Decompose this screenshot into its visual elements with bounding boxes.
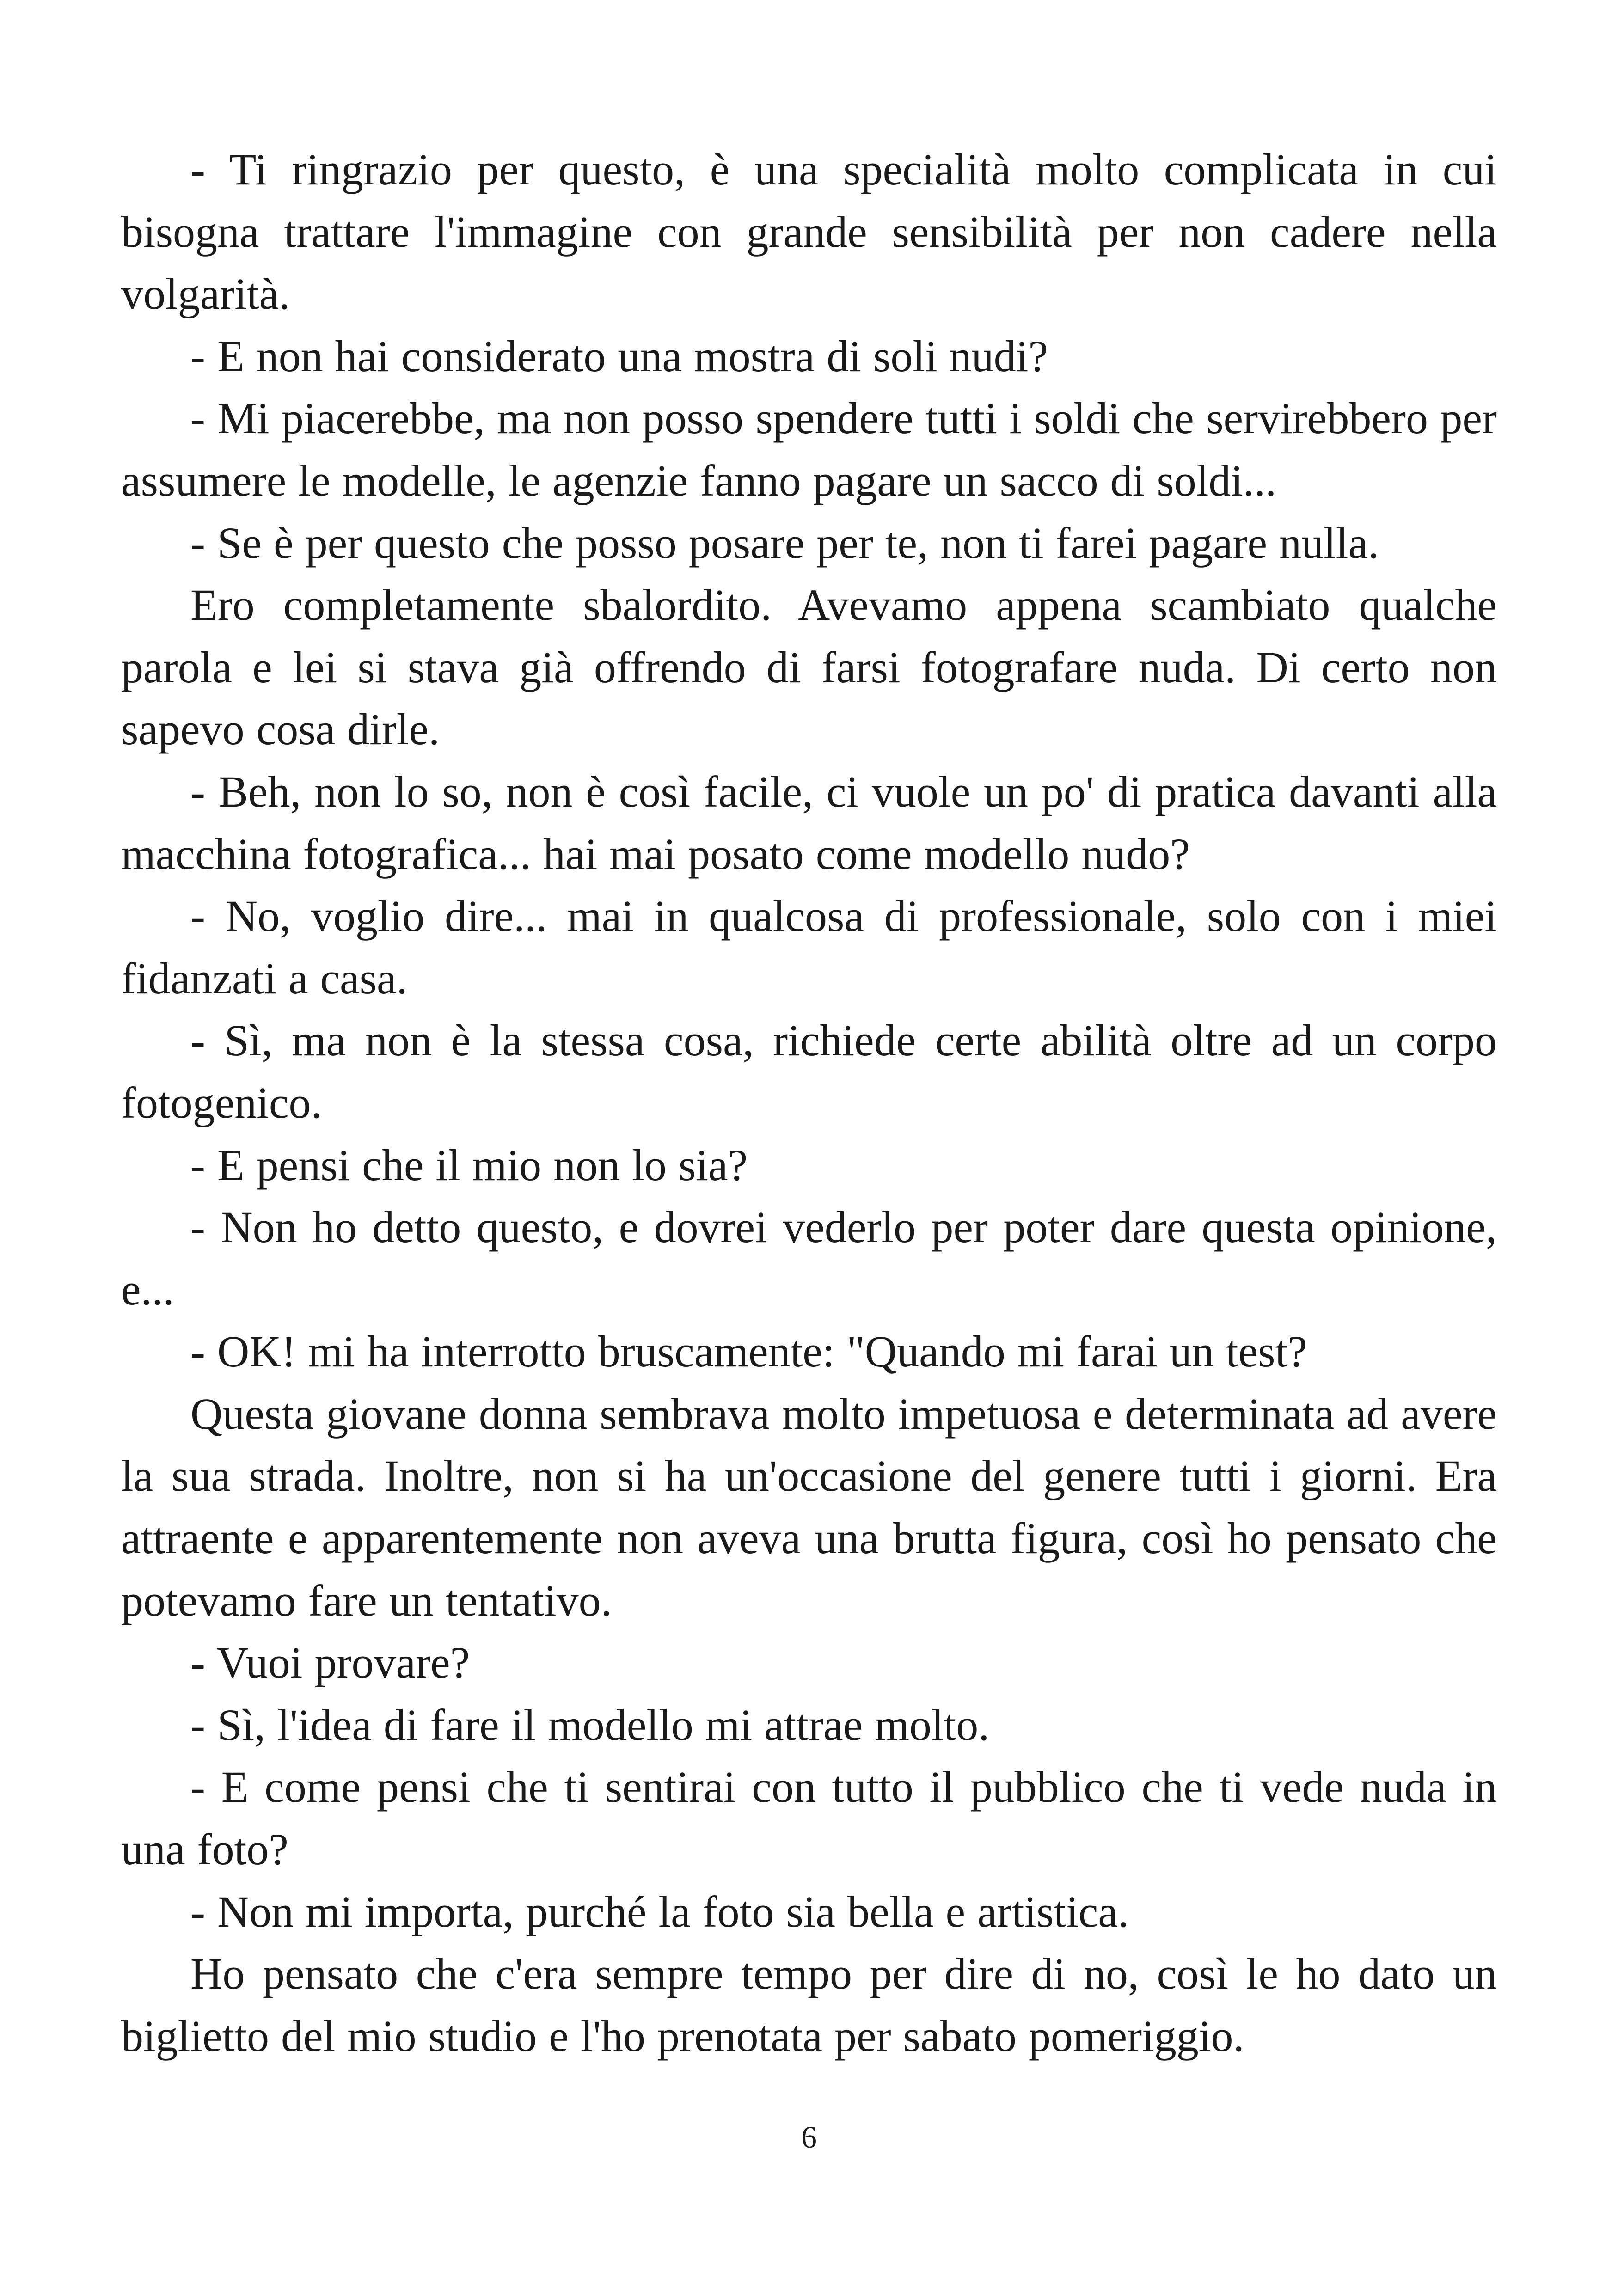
body-text [121, 139, 1497, 2067]
paragraph: - OK! mi ha interrotto bruscamente: "Quando mi farai un test? [190, 1327, 1307, 1377]
paragraph: - E come pensi che ti sentirai con tutto il pubblico che ti vede nuda in una foto? [121, 1762, 1497, 1874]
paragraph: - Mi piacerebbe, ma non posso spendere tutti i soldi che servirebbero per assumere le modelle, le agenzie fanno pagare un sacco di soldi... [121, 393, 1497, 505]
paragraph: - Vuoi provare? [190, 1638, 470, 1688]
page-number: 6 [801, 2119, 817, 2155]
paragraph: - E pensi che il mio non lo sia? [190, 1140, 748, 1190]
paragraph: - Beh, non lo so, non è così facile, ci vuole un po' di pratica davanti alla macchina fotografica... hai mai posato come modello nudo? [121, 766, 1497, 879]
paragraph: - Sì, l'idea di fare il modello mi attrae molto. [190, 1700, 990, 1750]
paragraph: - No, voglio dire... mai in qualcosa di professionale, solo con i miei fidanzati a casa. [121, 891, 1497, 1003]
paragraph: Ero completamente sbalordito. Avevamo appena scambiato qualche parola e lei si stava già offrendo di farsi fotografare nuda. Di certo non sapevo cosa dirle. [121, 580, 1497, 754]
paragraph: - Sì, ma non è la stessa cosa, richiede certe abilità oltre ad un corpo fotogenico. [121, 1016, 1497, 1127]
paragraph: - Ti ringrazio per questo, è una specialità molto complicata in cui bisogna trattare l'immagine con grande sensibilità per non cadere nella volgarità. [121, 145, 1497, 319]
paragraph: - E non hai considerato una mostra di soli nudi? [190, 331, 1048, 381]
paragraph: - Non mi importa, purché la foto sia bella e artistica. [190, 1886, 1129, 1936]
paragraph: - Non ho detto questo, e dovrei vederlo per poter dare questa opinione, e... [121, 1202, 1497, 1314]
paragraph: Ho pensato che c'era sempre tempo per dire di no, così le ho dato un biglietto del mio studio e l'ho prenotata per sabato pomeriggio. [121, 1949, 1497, 2061]
paragraph: Questa giovane donna sembrava molto impetuosa e determinata ad avere la sua strada. Inoltre, non si ha un'occasione del genere tutti i giorni. Era attraente e apparentemente non aveva una brutta figura, così ho pensato che potevamo fare un tentativo. [121, 1389, 1497, 1625]
paragraph: - Se è per questo che posso posare per te, non ti farei pagare nulla. [190, 518, 1379, 568]
